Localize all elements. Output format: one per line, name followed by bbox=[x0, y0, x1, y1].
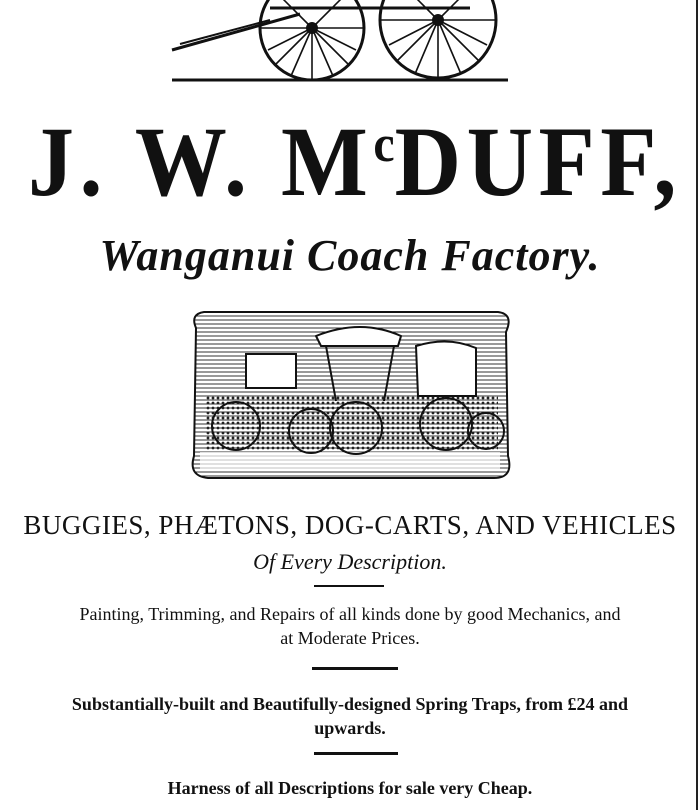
coach-engraving bbox=[186, 306, 516, 486]
harness-line: Harness of all Descriptions for sale very Cheap. bbox=[167, 778, 533, 798]
vehicles-heading: BUGGIES, PHÆTONS, DOG-CARTS, AND VEHICLES bbox=[23, 510, 677, 540]
buggy-illustration bbox=[0, 0, 700, 90]
traps-line-2: upwards. bbox=[314, 718, 386, 738]
divider-rule bbox=[314, 585, 384, 587]
divider-rule bbox=[312, 667, 398, 670]
column-rule bbox=[696, 0, 698, 810]
traps-line-1: Substantially-built and Beautifully-designed Spring Traps, from £24 and bbox=[71, 694, 629, 714]
painting-line-1: Painting, Trimming, and Repairs of all kinds done by good Mechanics, and bbox=[79, 604, 621, 624]
business-name: Wanganui Coach Factory. bbox=[99, 231, 601, 280]
proprietor-name: J. W. $M^cDUFF$, bbox=[28, 106, 683, 217]
divider-rule bbox=[314, 752, 398, 755]
painting-line-2: at Moderate Prices. bbox=[280, 628, 420, 648]
vehicles-subheading: Of Every Description. bbox=[253, 549, 447, 574]
